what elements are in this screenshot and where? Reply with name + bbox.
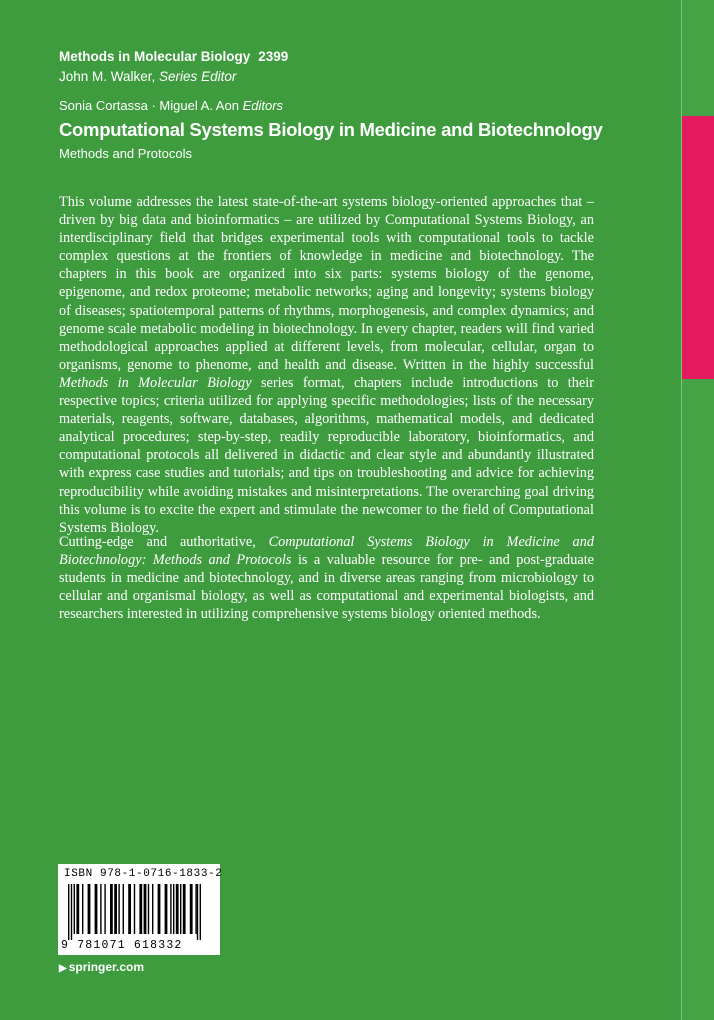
series-editor-line — [59, 67, 288, 87]
series-editor-name: John M. Walker, — [59, 69, 156, 84]
barcode-guard-bar — [197, 884, 198, 940]
barcode-bar — [110, 884, 113, 934]
barcode-bar — [74, 884, 75, 934]
barcode-bar — [152, 884, 153, 934]
barcode-bar — [88, 884, 91, 934]
springer-arrow-icon: ▶ — [59, 963, 67, 974]
book-editors-line — [59, 97, 283, 115]
book-subtitle: Methods and Protocols — [59, 146, 192, 161]
barcode-bar — [114, 884, 117, 934]
barcode-bar — [190, 884, 193, 934]
barcode-bar — [134, 884, 135, 934]
description-p2-text-b: is a valuable resource for pre- and post-graduate students in medicine and biotechnology, and in diverse areas ranging from microbiology to cellular and organismal biology, as well as computational and experimental biologists, and researchers interested in utilizing comprehensive systems biology oriented methods. — [59, 552, 595, 623]
barcode-bar — [183, 884, 186, 934]
barcode-bar — [76, 884, 79, 934]
description-p1-text-a: This volume addresses the latest state-of-the-art systems biology-oriented approaches that – driven by big data and bioinformatics – are utilized by Computational Systems Biology, an interdisciplinary field that bridges experimental tools with computational tools to tackle complex questions at the frontiers of knowledge in medicine and biotechnology. The chapters in this book are organized into six parts: systems biology of the genome, epigenome, and redox proteome; metabolic networks; aging and longevity; systems biology of diseases; spatiotemporal patterns of rhythms, morphogenesis, and complex dynamics; and genome scale metabolic modeling in biotechnology. In every chapter, readers will find varied methodological approaches applied at different levels, from molecular, cellular, organ to organisms, genome to phenome, and health and disease. Written in the highly successful — [59, 194, 594, 373]
barcode-bar — [158, 884, 161, 934]
description-paragraph-2 — [59, 533, 594, 623]
isbn-barcode-box — [58, 864, 223, 955]
description-p2-book-title: Computational Systems Biology in Medicine and Biotechnology: Methods and Protocols — [59, 534, 594, 569]
barcode-bar — [170, 884, 171, 934]
barcode-bar — [148, 884, 149, 934]
barcode-guard-bar — [200, 884, 201, 940]
barcode-bar — [82, 884, 83, 934]
spine-accent-block — [682, 116, 714, 379]
barcode-bar — [165, 884, 168, 934]
barcode-bar — [144, 884, 147, 934]
barcode-bar — [95, 884, 98, 934]
series-name: Methods in Molecular Biology — [59, 49, 251, 64]
barcode-bar — [128, 884, 131, 934]
series-volume: 2399 — [258, 49, 289, 64]
series-block — [59, 47, 288, 87]
barcode-bar — [173, 884, 174, 934]
description-p1-series-name: Methods in Molecular Biology — [59, 374, 252, 391]
barcode-bar — [195, 884, 196, 934]
barcode-graphic — [68, 884, 210, 940]
isbn-label: ISBN 978-1-0716-1833-2 — [64, 868, 223, 880]
book-editors-role: Editors — [242, 98, 284, 113]
series-editor-role: Series Editor — [159, 69, 237, 84]
description-p1-text-b: series format, chapters include introductions to their respective topics; criteria utilized for applying specific methodologies; lists of the necessary materials, reagents, software, databases, algorithms, mathematical models, and dedicated analytical procedures; step-by-step, readily reproducible laboratory, bioinformatics, and computational protocols all delivered in didactic and clear style and abundantly illustrated with express case studies and tutorials; and tips on troubleshooting and advice for achieving reproducibility while avoiding mistakes and misinterpretations. The overarching goal driving this volume is to excite the expert and stimulate the newcomer to the field of Computational Systems Biology. — [59, 374, 594, 536]
publisher-url: springer.com — [68, 960, 145, 974]
barcode-bar — [176, 884, 179, 934]
barcode-bar — [104, 884, 105, 934]
book-editors: Sonia Cortassa · Miguel A. Aon — [59, 98, 239, 113]
barcode-bar — [180, 884, 181, 934]
barcode-bar — [123, 884, 124, 934]
book-title: Computational Systems Biology in Medicine and Biotechnology — [59, 119, 603, 140]
description-p2-text-a: Cutting-edge and authoritative, — [59, 534, 256, 550]
publisher-link[interactable] — [59, 960, 144, 976]
barcode-bar — [118, 884, 119, 934]
series-title-line — [59, 47, 288, 67]
barcode-digits: 9 781071 618332 — [61, 939, 183, 952]
barcode-guard-bar — [68, 884, 69, 940]
barcode-guard-bar — [71, 884, 72, 940]
barcode-bar — [100, 884, 101, 934]
barcode-bar — [139, 884, 142, 934]
description-paragraph-1 — [59, 193, 594, 537]
